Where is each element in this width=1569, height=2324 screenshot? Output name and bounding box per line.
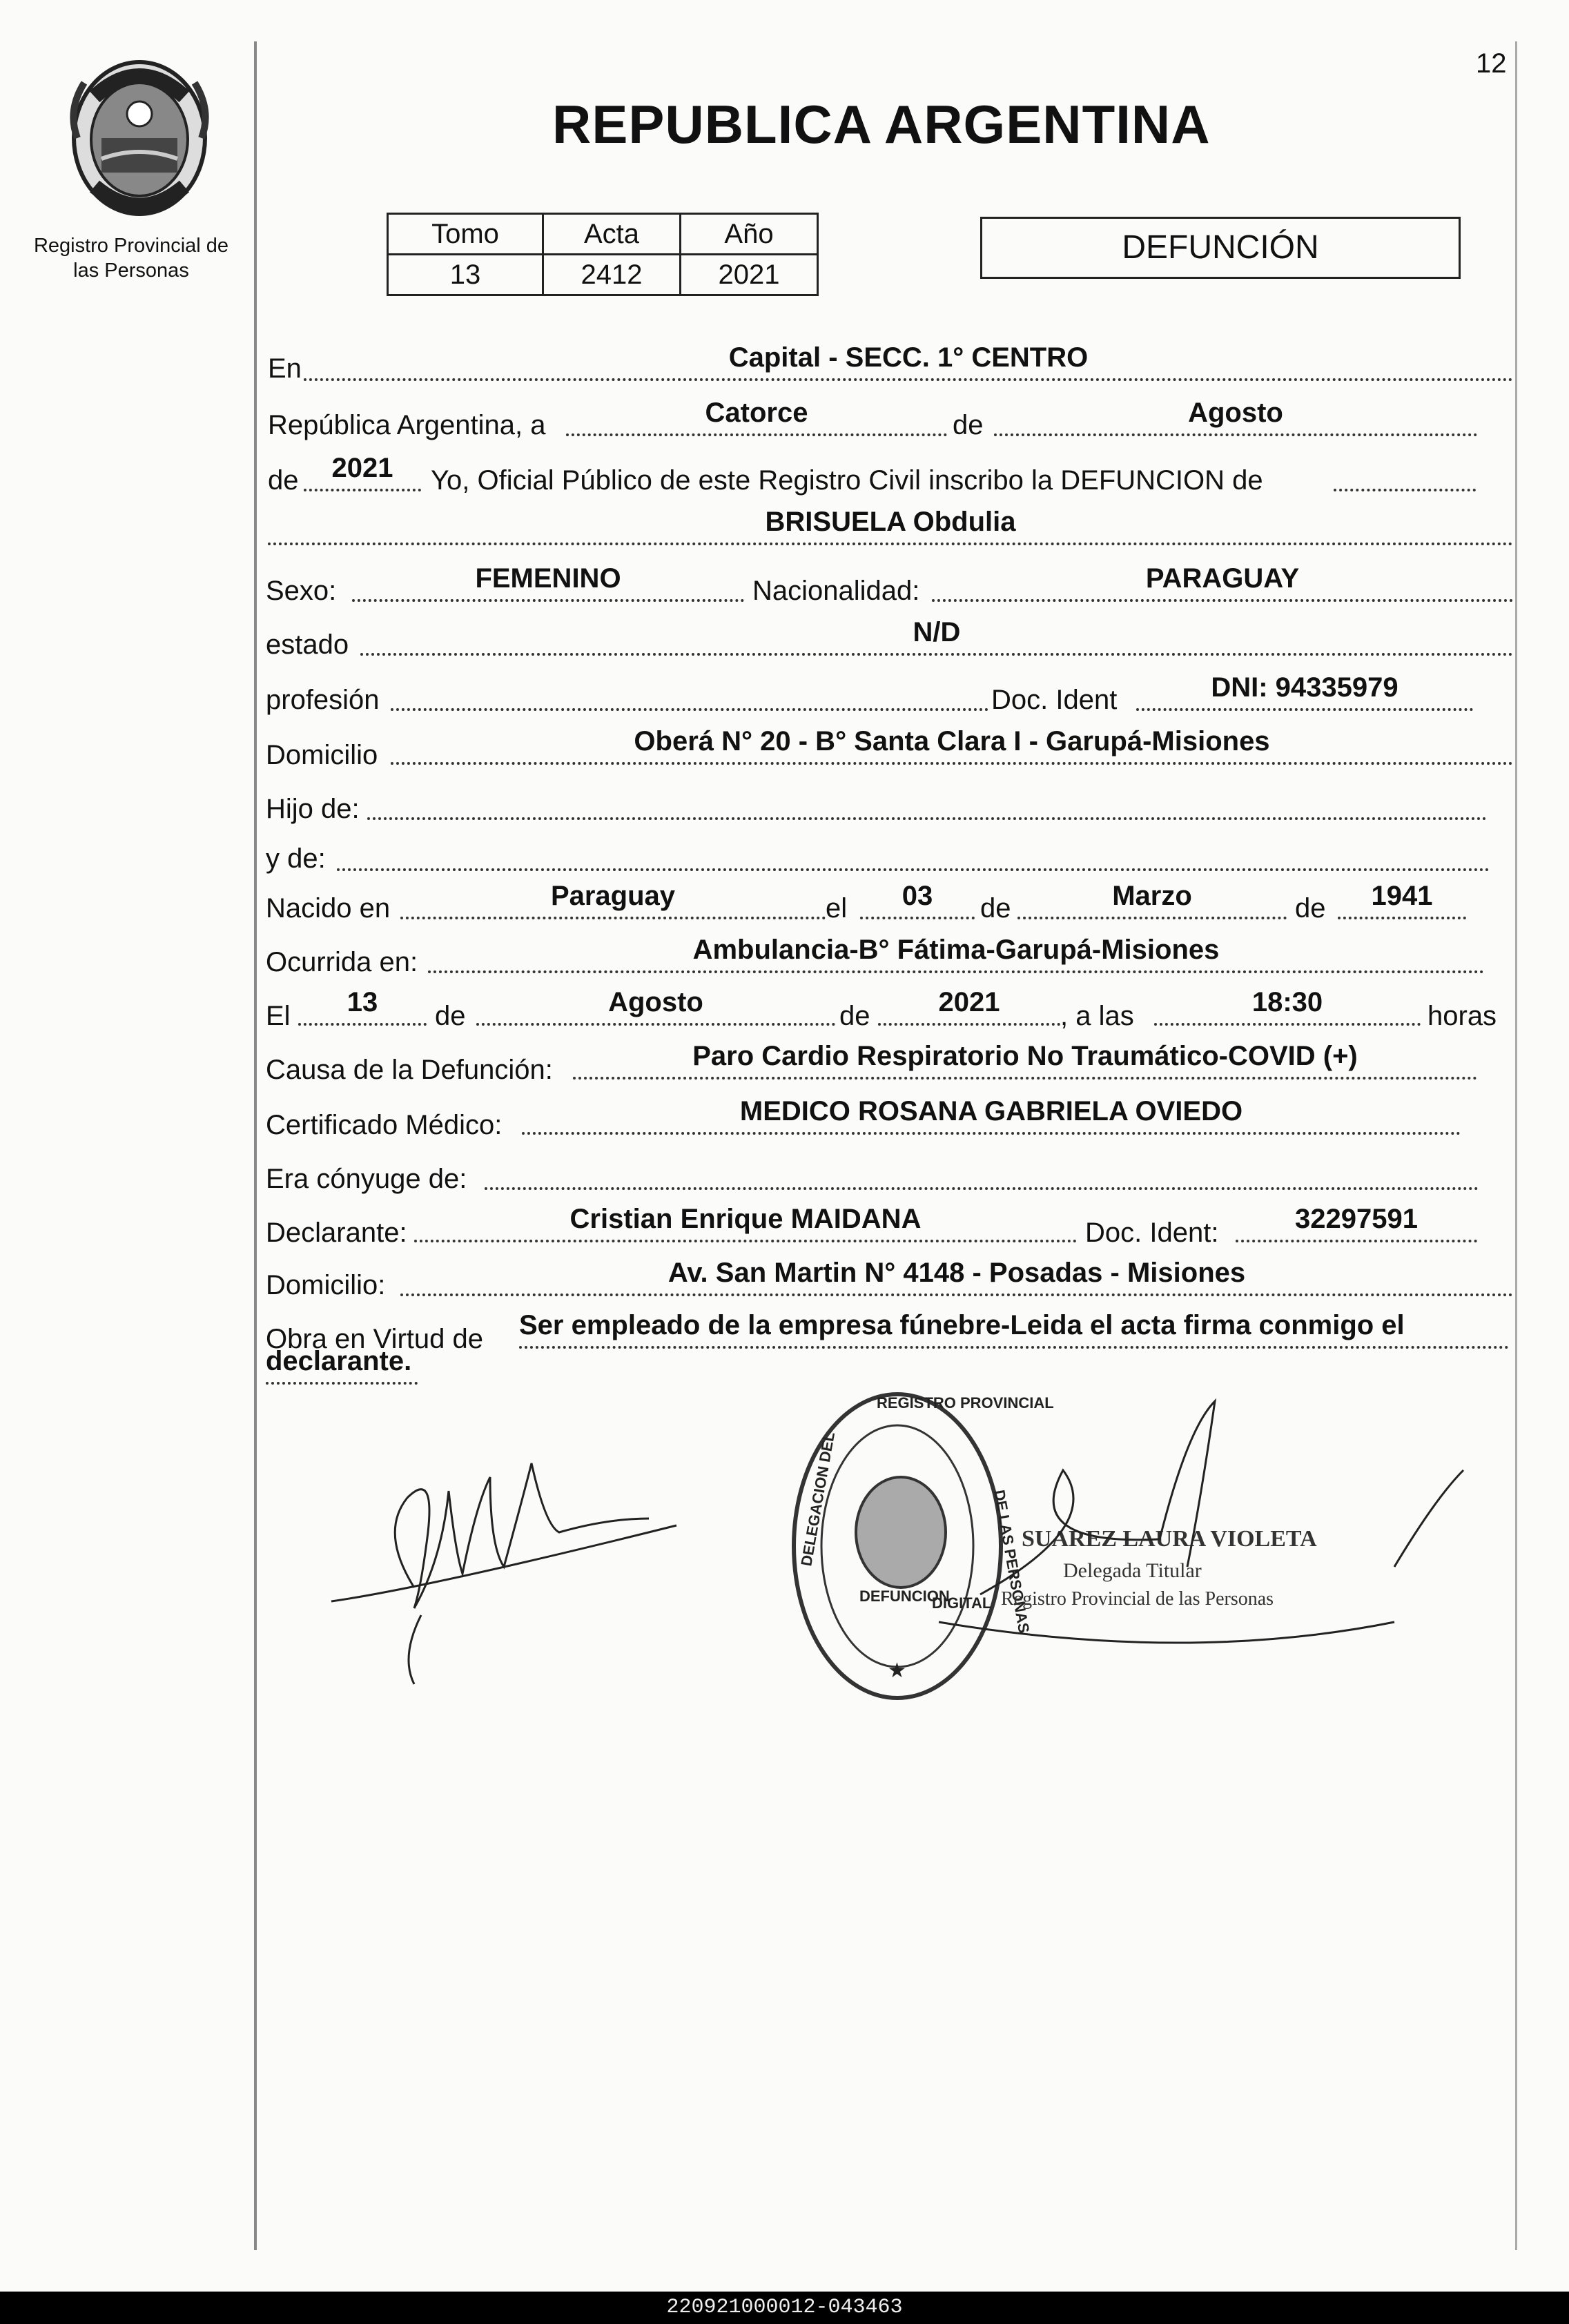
field-nombre: BRISUELA Obdulia: [268, 511, 1513, 545]
label-causa: Causa de la Defunción:: [266, 1055, 553, 1085]
label-estado: estado: [266, 629, 349, 660]
page-title: REPUBLICA ARGENTINA: [552, 94, 1211, 155]
label-en: En: [268, 353, 302, 384]
label-de-def-anio: de: [839, 1001, 870, 1031]
record-value-row: [388, 255, 818, 295]
provincia-misiones-crest-icon: [64, 55, 215, 221]
field-y-de: [337, 837, 1490, 871]
label-domicilio: Domicilio: [266, 740, 378, 770]
label-de: de: [953, 410, 984, 440]
field-dni: DNI: 94335979: [1136, 676, 1473, 711]
svg-text:DE LAS PERSONAS: DE LAS PERSONAS: [991, 1488, 1033, 1634]
header-tomo: Tomo: [388, 214, 543, 255]
label-republica: República Argentina, a: [268, 410, 546, 440]
label-de-nac-mes: de: [980, 893, 1011, 924]
field-estado: N/D: [360, 621, 1513, 656]
header-anio: Año: [681, 214, 818, 255]
label-yo: Yo, Oficial Público de este Registro Civil inscribo la DEFUNCION de: [431, 465, 1263, 496]
field-mes: Agosto: [994, 402, 1477, 436]
label-certificado: Certificado Médico:: [266, 1110, 503, 1140]
svg-text:Registro Provincial de las Per: Registro Provincial de las Personas: [1001, 1588, 1274, 1610]
field-dia: Catorce: [566, 402, 947, 436]
svg-text:DIGITAL: DIGITAL: [932, 1594, 992, 1612]
field-nacido-en: Paraguay: [400, 885, 826, 919]
declarant-signature: [318, 1449, 690, 1698]
registry-label: Registro Provincial de las Personas: [33, 235, 229, 282]
field-certificado: MEDICO ROSANA GABRIELA OVIEDO: [522, 1100, 1461, 1135]
field-lugar: Capital - SECC. 1° CENTRO: [304, 346, 1513, 381]
svg-text:SUAREZ LAURA VIOLETA: SUAREZ LAURA VIOLETA: [1022, 1526, 1317, 1552]
label-de-anio: de: [268, 465, 299, 496]
label-de-nac-anio: de: [1295, 893, 1326, 924]
svg-text:DEFUNCION: DEFUNCION: [859, 1588, 950, 1605]
field-nacionalidad: PARAGUAY: [932, 567, 1513, 602]
field-def-hora: 18:30: [1154, 991, 1421, 1026]
field-ocurrida-en: Ambulancia-B° Fátima-Garupá-Misiones: [428, 939, 1484, 973]
label-nacido-en: Nacido en: [266, 893, 391, 924]
label-el-def: El: [266, 1001, 291, 1031]
label-a-las: , a las: [1060, 1001, 1134, 1031]
official-stamp: [773, 1387, 1477, 1705]
svg-text:DELEGACION DEL: DELEGACION DEL: [797, 1430, 839, 1568]
value-acta: 2412: [543, 255, 681, 295]
document-type-box: DEFUNCIÓN: [980, 217, 1461, 279]
field-def-anio: 2021: [878, 991, 1060, 1026]
label-domicilio-declarante: Domicilio:: [266, 1270, 386, 1300]
left-margin-line: [254, 41, 257, 2250]
field-nac-anio: 1941: [1338, 885, 1466, 919]
value-anio: 2021: [681, 255, 818, 295]
field-def-dia: 13: [298, 991, 427, 1026]
label-profesion: profesión: [266, 685, 380, 715]
field-sexo: FEMENINO: [352, 567, 744, 602]
page-number: 12: [1476, 48, 1507, 79]
svg-text:REGISTRO PROVINCIAL: REGISTRO PROVINCIAL: [877, 1394, 1054, 1412]
record-header-row: [388, 214, 818, 255]
label-nacionalidad: Nacionalidad:: [752, 576, 920, 606]
value-tomo: 13: [388, 255, 543, 295]
label-obra: Obra en Virtud de: [266, 1324, 484, 1354]
field-declarante-domicilio: Av. San Martin N° 4148 - Posadas - Misiones: [400, 1262, 1513, 1296]
field-causa: Paro Cardio Respiratorio No Traumático-COVID (+): [573, 1045, 1477, 1080]
label-y-de: y de:: [266, 843, 326, 874]
field-def-mes: Agosto: [476, 991, 835, 1026]
svg-text:★: ★: [888, 1659, 906, 1683]
field-declarante-doc: 32297591: [1236, 1208, 1477, 1242]
label-doc-ident: Doc. Ident: [991, 685, 1118, 715]
field-hijo-de: [367, 785, 1487, 820]
label-hijo-de: Hijo de:: [266, 794, 360, 824]
field-obra-line1: Ser empleado de la empresa fúnebre-Leida el acta firma conmigo el: [519, 1314, 1509, 1349]
label-declarante: Declarante:: [266, 1218, 407, 1248]
field-anio: 2021: [304, 457, 421, 491]
label-ocurrida-en: Ocurrida en:: [266, 947, 418, 977]
svg-text:Delegada Titular: Delegada Titular: [1063, 1559, 1202, 1582]
label-sexo: Sexo:: [266, 576, 337, 606]
label-el: el: [826, 893, 848, 924]
field-profesion: [391, 676, 988, 711]
field-conyuge: [485, 1155, 1479, 1190]
field-nac-dia: 03: [860, 885, 975, 919]
label-de-def-mes: de: [435, 1001, 466, 1031]
field-nac-mes: Marzo: [1017, 885, 1287, 919]
field-declarante: Cristian Enrique MAIDANA: [414, 1208, 1077, 1242]
label-doc-ident-declarante: Doc. Ident:: [1085, 1218, 1219, 1248]
right-margin-line: [1515, 41, 1517, 2250]
field-domicilio: Oberá N° 20 - B° Santa Clara I - Garupá-Misiones: [391, 730, 1513, 765]
record-table: [387, 213, 819, 296]
field-blank-defuncion: [1334, 457, 1476, 491]
label-horas: horas: [1427, 1001, 1497, 1031]
header-acta: Acta: [543, 214, 681, 255]
field-obra-line2: declarante.: [266, 1350, 418, 1385]
footer-code: 220921000012-043463: [0, 2292, 1569, 2324]
label-conyuge: Era cónyuge de:: [266, 1164, 467, 1194]
